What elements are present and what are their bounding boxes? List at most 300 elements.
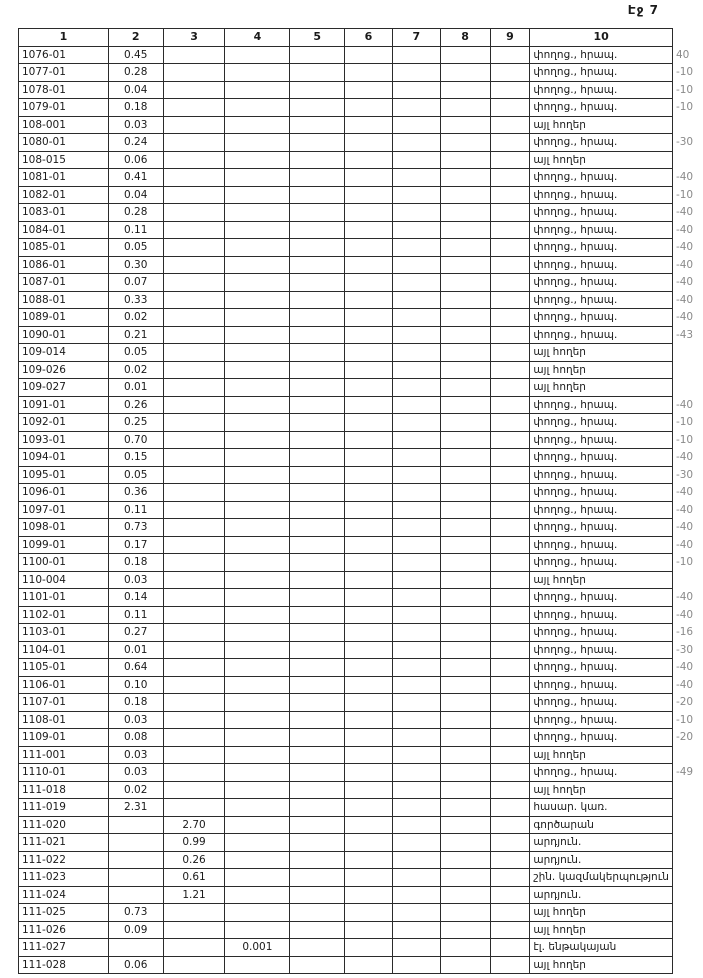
- area-cell-col3: [163, 81, 225, 99]
- empty-cell: [440, 169, 490, 187]
- table-row: [19, 81, 703, 99]
- empty-cell: [345, 116, 393, 134]
- margin-note: [672, 869, 702, 887]
- table-row: [19, 414, 703, 432]
- parcel-code-cell: 1081-01: [19, 169, 109, 187]
- area-cell-col2: [108, 869, 163, 887]
- parcel-code-cell: 108-015: [19, 151, 109, 169]
- page-number: Էջ 7: [627, 3, 659, 17]
- table-row: [19, 834, 703, 852]
- empty-cell: [440, 274, 490, 292]
- area-cell-col3: [163, 99, 225, 117]
- area-cell-col3: [163, 46, 225, 64]
- empty-cell: [290, 939, 345, 957]
- empty-cell: [290, 396, 345, 414]
- empty-cell: [440, 361, 490, 379]
- empty-cell: [345, 764, 393, 782]
- empty-cell: [392, 116, 440, 134]
- table-row: [19, 449, 703, 467]
- empty-cell: [392, 151, 440, 169]
- empty-cell: [490, 239, 530, 257]
- area-cell-col2: 0.03: [108, 116, 163, 134]
- empty-cell: [392, 46, 440, 64]
- parcel-code-cell: 108-001: [19, 116, 109, 134]
- empty-cell: [490, 571, 530, 589]
- table-row: [19, 501, 703, 519]
- parcel-code-cell: 1086-01: [19, 256, 109, 274]
- table-row: [19, 239, 703, 257]
- empty-cell: [392, 449, 440, 467]
- margin-note: [672, 851, 702, 869]
- table-row: [19, 624, 703, 642]
- area-cell-col4: [225, 466, 290, 484]
- margin-note: -40: [675, 206, 694, 218]
- empty-cell: [345, 169, 393, 187]
- empty-cell: [440, 309, 490, 327]
- parcel-code-cell: 1099-01: [19, 536, 109, 554]
- parcel-code-cell: 1085-01: [19, 239, 109, 257]
- table-row: [19, 939, 703, 957]
- area-cell-col4: [225, 571, 290, 589]
- area-cell-col2: 0.05: [108, 344, 163, 362]
- margin-note: -43: [675, 328, 694, 341]
- table-row: [19, 326, 703, 344]
- column-header: 10: [530, 29, 673, 47]
- column-header: 1: [19, 29, 109, 47]
- parcel-code-cell: 1077-01: [19, 64, 109, 82]
- table-row: [19, 519, 703, 537]
- empty-cell: [345, 239, 393, 257]
- empty-cell: [490, 501, 530, 519]
- empty-cell: [440, 746, 490, 764]
- empty-cell: [345, 501, 393, 519]
- area-cell-col2: 0.02: [108, 309, 163, 327]
- empty-cell: [290, 344, 345, 362]
- area-cell-col2: 0.01: [108, 379, 163, 397]
- parcel-code-cell: 111-022: [19, 851, 109, 869]
- parcel-code-cell: 1078-01: [19, 81, 109, 99]
- area-cell-col2: 0.14: [108, 589, 163, 607]
- area-cell-col4: [225, 781, 290, 799]
- margin-note: -10: [675, 66, 694, 78]
- empty-cell: [392, 571, 440, 589]
- empty-cell: [392, 939, 440, 957]
- area-cell-col2: 0.07: [108, 274, 163, 292]
- area-cell-col4: [225, 851, 290, 869]
- margin-note: -10: [675, 433, 694, 446]
- area-cell-col4: [225, 344, 290, 362]
- land-use-cell: փողոց., հրապ.: [530, 431, 673, 449]
- empty-cell: [345, 64, 393, 82]
- area-cell-col4: [225, 676, 290, 694]
- area-cell-col3: [163, 309, 225, 327]
- area-cell-col3: [163, 186, 225, 204]
- empty-cell: [440, 449, 490, 467]
- empty-cell: [440, 291, 490, 309]
- empty-cell: [290, 519, 345, 537]
- empty-cell: [290, 274, 345, 292]
- table-row: [19, 116, 703, 134]
- empty-cell: [392, 799, 440, 817]
- table-row: [19, 904, 703, 922]
- area-cell-col3: [163, 554, 225, 572]
- land-use-cell: փողոց., հրապ.: [530, 256, 673, 274]
- empty-cell: [345, 414, 393, 432]
- margin-note: -10: [675, 83, 694, 96]
- land-use-cell: փողոց., հրապ.: [530, 554, 673, 572]
- parcel-code-cell: 1104-01: [19, 641, 109, 659]
- empty-cell: [290, 624, 345, 642]
- area-cell-col3: [163, 344, 225, 362]
- empty-cell: [290, 729, 345, 747]
- empty-cell: [490, 851, 530, 869]
- empty-cell: [392, 921, 440, 939]
- table-row: [19, 956, 703, 974]
- table-row: [19, 571, 703, 589]
- area-cell-col4: [225, 921, 290, 939]
- empty-cell: [290, 484, 345, 502]
- parcel-code-cell: 1076-01: [19, 46, 109, 64]
- land-use-cell: այլ հողեր: [530, 571, 673, 589]
- parcel-code-cell: 1108-01: [19, 711, 109, 729]
- empty-cell: [440, 606, 490, 624]
- empty-cell: [490, 886, 530, 904]
- table-row: [19, 361, 703, 379]
- empty-cell: [290, 659, 345, 677]
- empty-cell: [290, 501, 345, 519]
- parcel-code-cell: 1082-01: [19, 186, 109, 204]
- empty-cell: [392, 886, 440, 904]
- margin-note: -40: [675, 503, 694, 516]
- area-cell-col4: [225, 536, 290, 554]
- margin-note: -30: [675, 136, 694, 148]
- empty-cell: [392, 519, 440, 537]
- empty-cell: [345, 781, 393, 799]
- empty-cell: [490, 379, 530, 397]
- area-cell-col3: [163, 606, 225, 624]
- table-row: [19, 641, 703, 659]
- parcel-code-cell: 111-025: [19, 904, 109, 922]
- area-cell-col3: [163, 449, 225, 467]
- empty-cell: [440, 116, 490, 134]
- area-cell-col4: [225, 659, 290, 677]
- area-cell-col3: [163, 221, 225, 239]
- area-cell-col2: 0.28: [108, 204, 163, 222]
- empty-cell: [345, 869, 393, 887]
- empty-cell: [290, 641, 345, 659]
- empty-cell: [392, 81, 440, 99]
- area-cell-col4: [225, 169, 290, 187]
- empty-cell: [345, 921, 393, 939]
- empty-cell: [290, 81, 345, 99]
- parcel-code-cell: 1098-01: [19, 519, 109, 537]
- column-header: 8: [440, 29, 490, 47]
- area-cell-col3: 0.99: [163, 834, 225, 852]
- empty-cell: [345, 484, 393, 502]
- area-cell-col4: [225, 81, 290, 99]
- parcel-code-cell: 1097-01: [19, 501, 109, 519]
- area-cell-col3: [163, 641, 225, 659]
- empty-cell: [345, 606, 393, 624]
- area-cell-col2: 0.21: [108, 326, 163, 344]
- parcel-code-cell: 1096-01: [19, 484, 109, 502]
- empty-cell: [490, 274, 530, 292]
- area-cell-col4: [225, 326, 290, 344]
- parcel-code-cell: 1079-01: [19, 99, 109, 117]
- empty-cell: [290, 571, 345, 589]
- margin-note: [672, 781, 702, 799]
- empty-cell: [440, 81, 490, 99]
- empty-cell: [440, 694, 490, 712]
- area-cell-col2: 0.02: [108, 361, 163, 379]
- empty-cell: [290, 239, 345, 257]
- empty-cell: [392, 431, 440, 449]
- area-cell-col3: [163, 256, 225, 274]
- empty-cell: [392, 781, 440, 799]
- area-cell-col2: 0.18: [108, 694, 163, 712]
- land-use-cell: փողոց., հրապ.: [530, 396, 673, 414]
- parcel-code-cell: 1106-01: [19, 676, 109, 694]
- empty-cell: [290, 431, 345, 449]
- land-use-cell: փողոց., հրապ.: [530, 309, 673, 327]
- empty-cell: [345, 81, 393, 99]
- empty-cell: [290, 851, 345, 869]
- margin-note: -40: [675, 171, 694, 183]
- area-cell-col4: [225, 519, 290, 537]
- area-cell-col3: [163, 134, 225, 152]
- empty-cell: [440, 99, 490, 117]
- empty-cell: [490, 746, 530, 764]
- empty-cell: [345, 274, 393, 292]
- area-cell-col2: [108, 834, 163, 852]
- parcel-code-cell: 111-021: [19, 834, 109, 852]
- parcel-code-cell: 111-024: [19, 886, 109, 904]
- empty-cell: [290, 466, 345, 484]
- margin-note: [672, 799, 702, 817]
- area-cell-col2: 0.09: [108, 921, 163, 939]
- empty-cell: [490, 921, 530, 939]
- land-use-cell: փողոց., հրապ.: [530, 606, 673, 624]
- empty-cell: [490, 204, 530, 222]
- empty-cell: [290, 64, 345, 82]
- empty-cell: [392, 221, 440, 239]
- empty-cell: [490, 81, 530, 99]
- empty-cell: [345, 729, 393, 747]
- margin-note: [672, 921, 702, 939]
- area-cell-col4: [225, 589, 290, 607]
- area-cell-col2: 0.18: [108, 99, 163, 117]
- land-use-cell: այլ հողեր: [530, 361, 673, 379]
- empty-cell: [490, 134, 530, 152]
- empty-cell: [290, 256, 345, 274]
- empty-cell: [490, 904, 530, 922]
- empty-cell: [440, 729, 490, 747]
- empty-cell: [392, 396, 440, 414]
- empty-cell: [490, 554, 530, 572]
- empty-cell: [392, 186, 440, 204]
- table-row: [19, 694, 703, 712]
- land-use-cell: փողոց., հրապ.: [530, 99, 673, 117]
- area-cell-col2: 0.18: [108, 554, 163, 572]
- table-row: [19, 466, 703, 484]
- empty-cell: [290, 361, 345, 379]
- area-cell-col2: 0.33: [108, 291, 163, 309]
- area-cell-col4: [225, 309, 290, 327]
- empty-cell: [290, 169, 345, 187]
- empty-cell: [490, 291, 530, 309]
- empty-cell: [440, 589, 490, 607]
- land-use-cell: փողոց., հրապ.: [530, 204, 673, 222]
- area-cell-col2: 0.06: [108, 151, 163, 169]
- empty-cell: [440, 536, 490, 554]
- empty-cell: [392, 361, 440, 379]
- empty-cell: [440, 151, 490, 169]
- area-cell-col3: 1.21: [163, 886, 225, 904]
- empty-cell: [490, 781, 530, 799]
- empty-cell: [490, 659, 530, 677]
- area-cell-col3: [163, 519, 225, 537]
- area-cell-col3: [163, 379, 225, 397]
- table-row: [19, 204, 703, 222]
- parcel-code-cell: 111-026: [19, 921, 109, 939]
- area-cell-col4: [225, 256, 290, 274]
- area-cell-col2: 0.17: [108, 536, 163, 554]
- empty-cell: [440, 799, 490, 817]
- empty-cell: [290, 781, 345, 799]
- empty-cell: [392, 904, 440, 922]
- empty-cell: [345, 816, 393, 834]
- table-body: [19, 46, 703, 974]
- empty-cell: [345, 449, 393, 467]
- land-use-cell: արդյուն.: [530, 886, 673, 904]
- empty-cell: [490, 641, 530, 659]
- empty-cell: [392, 729, 440, 747]
- empty-cell: [440, 64, 490, 82]
- empty-cell: [290, 134, 345, 152]
- empty-cell: [490, 221, 530, 239]
- empty-cell: [392, 659, 440, 677]
- empty-cell: [490, 449, 530, 467]
- empty-cell: [490, 169, 530, 187]
- empty-cell: [490, 834, 530, 852]
- area-cell-col3: [163, 764, 225, 782]
- empty-cell: [440, 641, 490, 659]
- area-cell-col2: 0.06: [108, 956, 163, 974]
- area-cell-col4: [225, 204, 290, 222]
- area-cell-col4: [225, 501, 290, 519]
- parcel-code-cell: 1090-01: [19, 326, 109, 344]
- table-row: [19, 659, 703, 677]
- empty-cell: [290, 151, 345, 169]
- empty-cell: [490, 816, 530, 834]
- empty-cell: [290, 449, 345, 467]
- table-row: [19, 99, 703, 117]
- area-cell-col4: [225, 624, 290, 642]
- margin-note: [672, 956, 702, 974]
- empty-cell: [440, 256, 490, 274]
- area-cell-col4: [225, 99, 290, 117]
- margin-note: [672, 746, 702, 764]
- empty-cell: [392, 956, 440, 974]
- land-use-cell: փողոց., հրապ.: [530, 326, 673, 344]
- empty-cell: [290, 589, 345, 607]
- column-header: 3: [163, 29, 225, 47]
- area-cell-col3: [163, 589, 225, 607]
- empty-cell: [392, 676, 440, 694]
- area-cell-col4: [225, 554, 290, 572]
- empty-cell: [345, 99, 393, 117]
- empty-cell: [490, 869, 530, 887]
- table-row: [19, 711, 703, 729]
- area-cell-col3: [163, 361, 225, 379]
- area-cell-col4: [225, 694, 290, 712]
- area-cell-col4: [225, 869, 290, 887]
- empty-cell: [290, 116, 345, 134]
- parcel-code-cell: 1080-01: [19, 134, 109, 152]
- table-row: [19, 396, 703, 414]
- parcel-code-cell: 1103-01: [19, 624, 109, 642]
- area-cell-col2: 0.70: [108, 431, 163, 449]
- area-cell-col4: [225, 64, 290, 82]
- empty-cell: [392, 536, 440, 554]
- table-row: [19, 344, 703, 362]
- empty-cell: [290, 921, 345, 939]
- empty-cell: [440, 711, 490, 729]
- empty-cell: [345, 396, 393, 414]
- empty-cell: [440, 466, 490, 484]
- column-header: 2: [108, 29, 163, 47]
- margin-note: -20: [675, 731, 694, 743]
- empty-cell: [490, 344, 530, 362]
- area-cell-col2: 0.28: [108, 64, 163, 82]
- margin-note: [672, 151, 702, 169]
- area-cell-col2: 0.03: [108, 746, 163, 764]
- land-use-cell: փողոց., հրապ.: [530, 711, 673, 729]
- empty-cell: [290, 834, 345, 852]
- empty-cell: [290, 676, 345, 694]
- margin-note: -40: [675, 608, 694, 621]
- area-cell-col4: [225, 431, 290, 449]
- area-cell-col4: [225, 46, 290, 64]
- empty-cell: [440, 204, 490, 222]
- table-row: [19, 431, 703, 449]
- empty-cell: [490, 99, 530, 117]
- table-row: [19, 309, 703, 327]
- margin-note: [672, 886, 702, 904]
- empty-cell: [345, 554, 393, 572]
- empty-cell: [490, 46, 530, 64]
- empty-cell: [490, 116, 530, 134]
- empty-cell: [440, 571, 490, 589]
- table-row: [19, 746, 703, 764]
- parcel-code-cell: 1092-01: [19, 414, 109, 432]
- empty-cell: [290, 764, 345, 782]
- area-cell-col2: [108, 816, 163, 834]
- empty-cell: [345, 46, 393, 64]
- empty-cell: [392, 816, 440, 834]
- land-use-cell: փողոց., հրապ.: [530, 519, 673, 537]
- table-row: [19, 799, 703, 817]
- area-cell-col2: 0.41: [108, 169, 163, 187]
- parcel-code-cell: 111-028: [19, 956, 109, 974]
- margin-note: [672, 116, 702, 134]
- empty-cell: [490, 484, 530, 502]
- area-cell-col3: [163, 694, 225, 712]
- land-use-cell: արդյուն.: [530, 834, 673, 852]
- table-row: [19, 886, 703, 904]
- land-use-cell: փողոց., հրապ.: [530, 239, 673, 257]
- empty-cell: [392, 711, 440, 729]
